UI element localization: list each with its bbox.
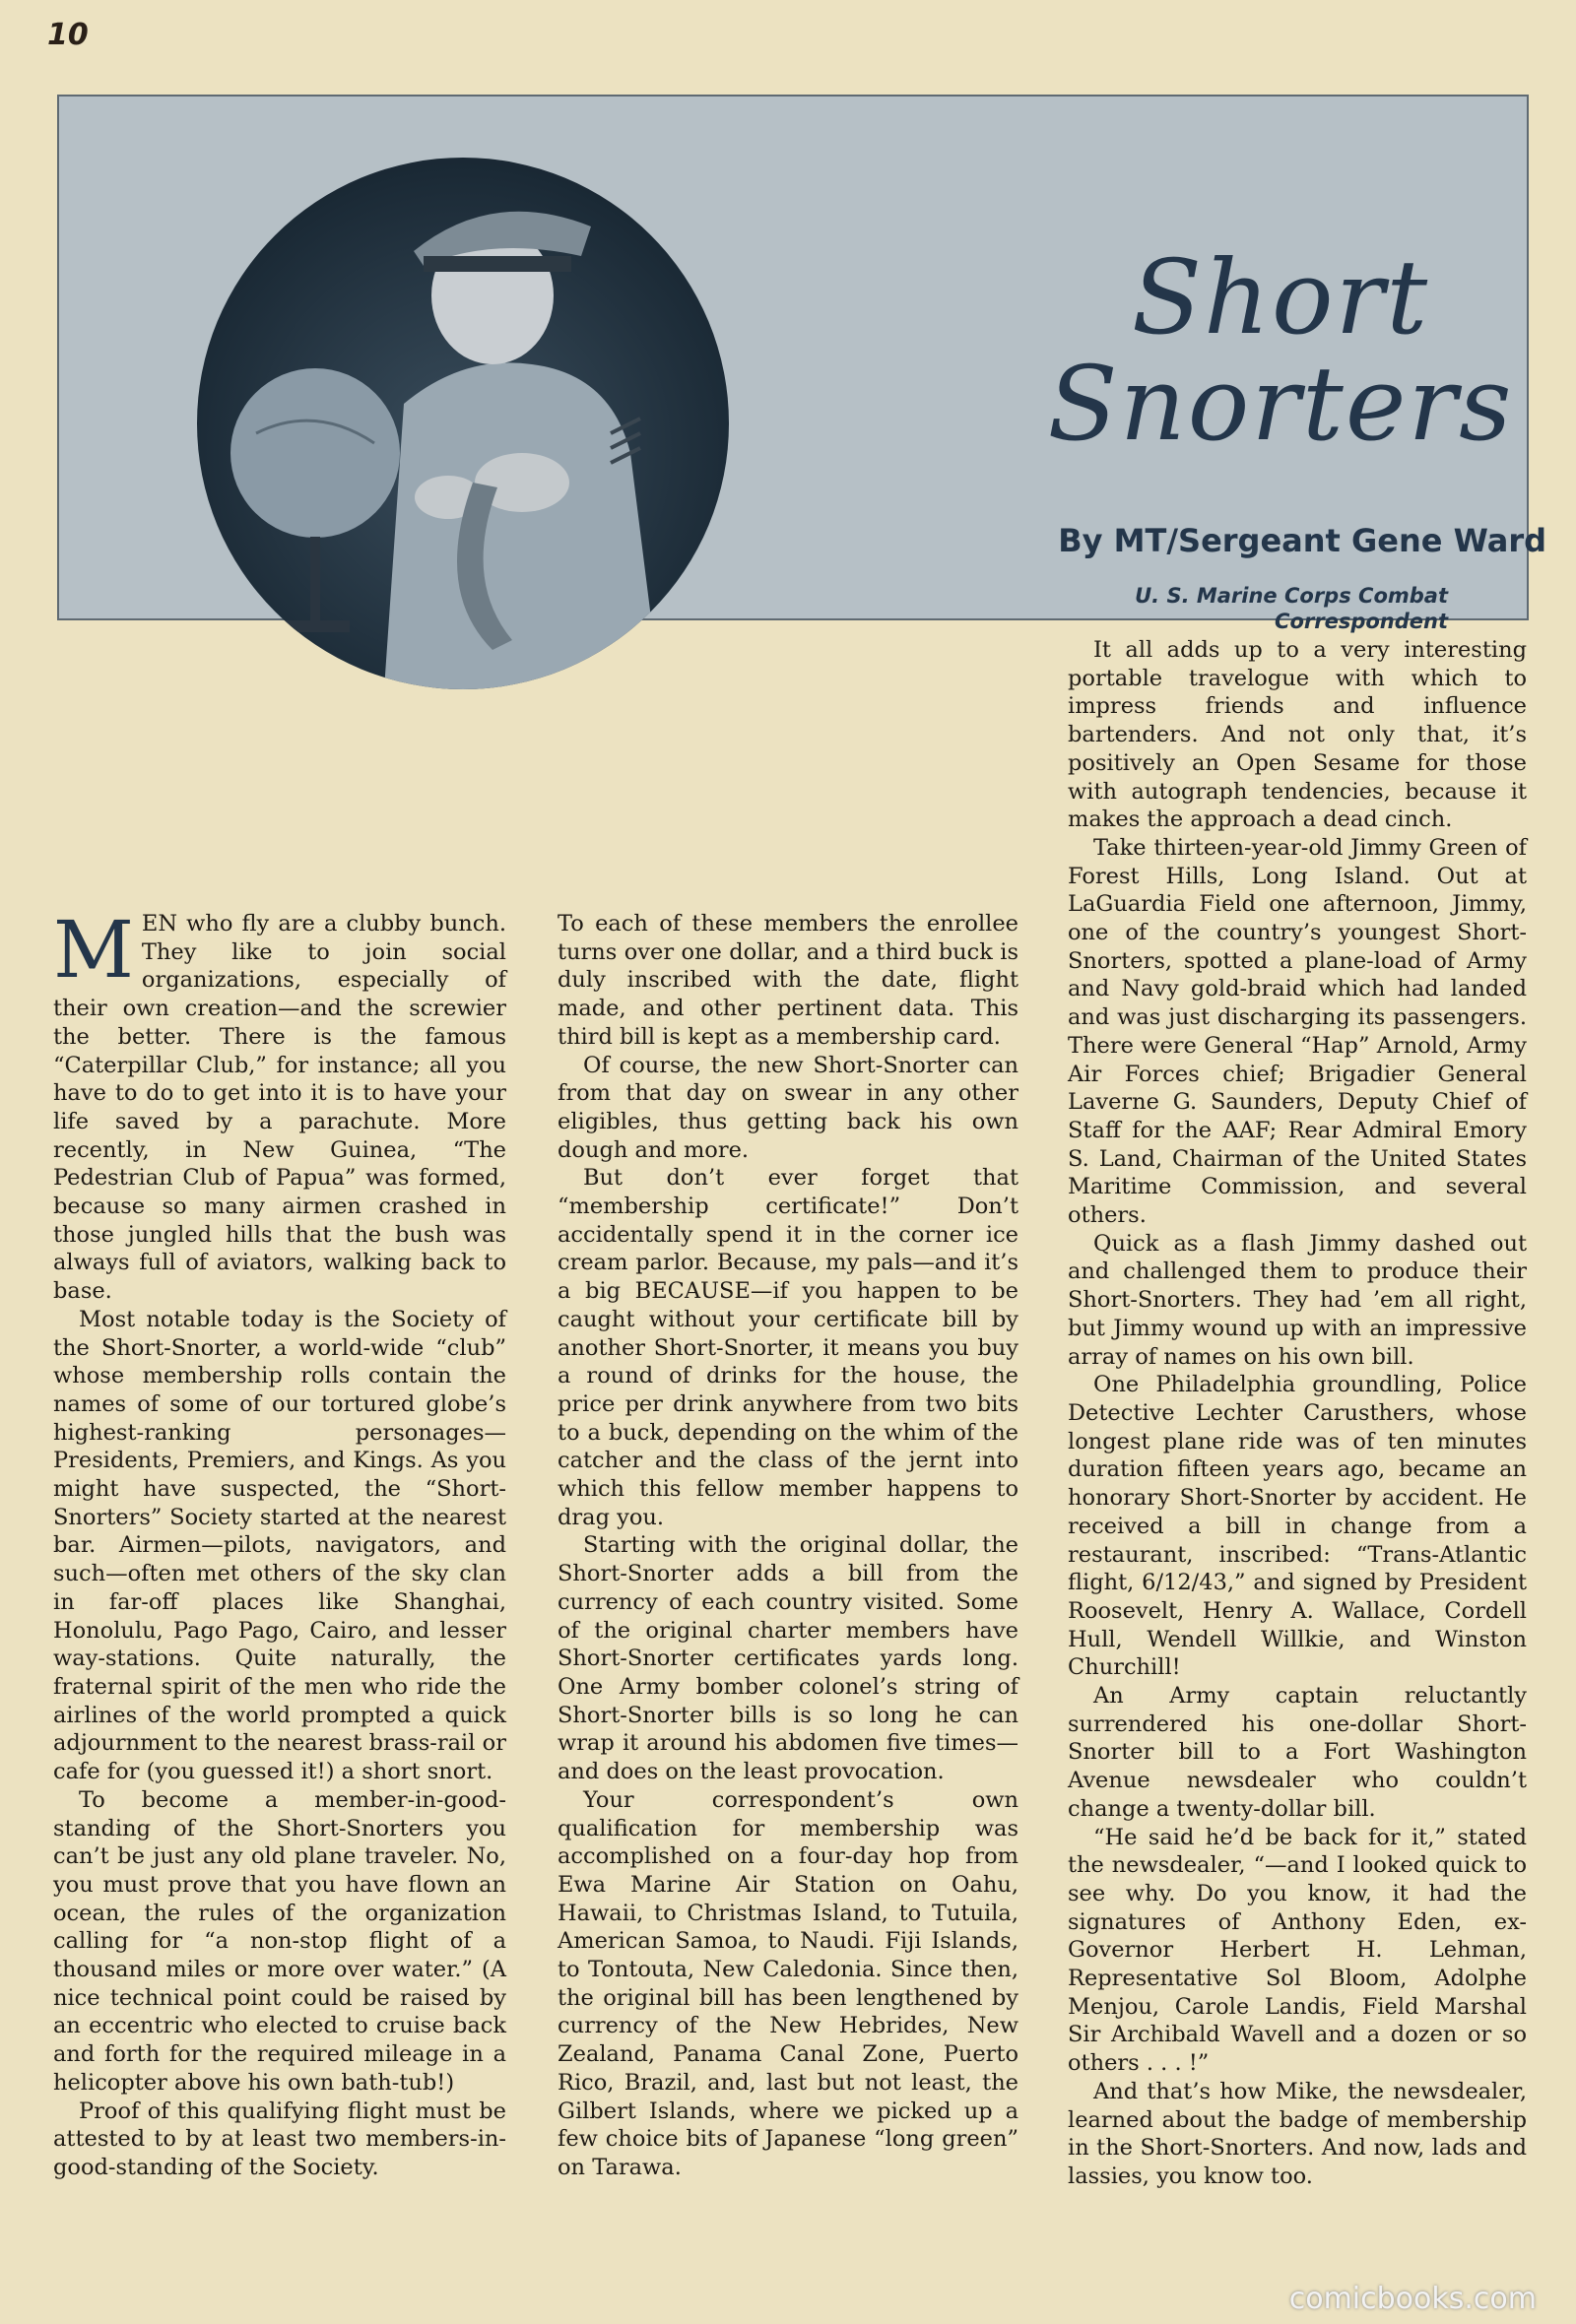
article-column-3 — [1068, 636, 1527, 2191]
affiliation-line-1: U. S. Marine Corps Combat — [1135, 584, 1448, 608]
watermark: comicbooks.com — [1288, 2282, 1537, 2316]
drop-cap: M — [53, 904, 134, 996]
paragraph-text: EN who fly are a clubby bunch. They like to join social organizations, especially of their own creation—and the screwier the better. There is the famous “Caterpillar Club,” for instance; all you have to do to get into it is to have your life saved by a parachute. More recently, in New Guinea, “The Pedestrian Club of Papua” was formed, because so many airmen crashed in those jungled hills that the bush was always full of aviators, walking back to base. — [53, 911, 506, 1305]
paragraph: To each of these members the enrollee turns over one dollar, and a third buck is duly inscribed with the date, flight made, and other pertinent data. This third bill is kept as a membership card. — [558, 911, 1018, 1050]
article-column-1 — [53, 904, 506, 2182]
paragraph: Take thirteen-year-old Jimmy Green of Forest Hills, Long Island. Out at LaGuardia Field one afternoon, Jimmy, one of the country’s youngest Short-Snorters, spotted a plane-load of Army and Navy gold-braid which had landed and was just discharging its passengers. There were General “Hap” Arnold, Army Air Forces chief; Brigadier General Laverne G. Saunders, Deputy Chief of Staff for the AAF; Rear Admiral Emory S. Land, Chairman of the United States Maritime Commission, and several others. — [1068, 834, 1527, 1229]
paragraph: To become a member-in-good-standing of the Short-Snorters you can’t be just any old plane traveler. No, you must prove that you have flown an ocean, the rules of the organization calling for “a non-stop flight of a thousand miles or more over water.” (A nice technical point could be raised by an eccentric who elected to cruise back and forth for the required mileage in a helicopter above his own bath-tub!) — [53, 1786, 506, 2096]
paragraph: Proof of this qualifying flight must be attested to by at least two members-in-good-standing of the Society. — [53, 2098, 506, 2180]
paragraph: Quick as a flash Jimmy dashed out and challenged them to produce their Short-Snorters. They had ’em all right, but Jimmy wound up with an impressive array of names on his own bill. — [1068, 1230, 1527, 1370]
globe-icon — [230, 368, 400, 538]
title-line-2: Snorters — [1047, 344, 1514, 464]
paragraph: An Army captain reluctantly surrendered his one-dollar Short-Snorter bill to a Fort Washington Avenue newsdealer who couldn’t change a twenty-dollar bill. — [1068, 1683, 1527, 1822]
paragraph: Of course, the new Short-Snorter can from that day on swear in any other eligibles, thus getting back his own dough and more. — [558, 1052, 1018, 1163]
paragraph: One Philadelphia groundling, Police Detective Lechter Carusthers, whose longest plane ride was of ten minutes duration fifteen years ago, became an honorary Short-Snorter by accident. He received a bill in change from a restaurant, inscribed: “Trans-Atlantic flight, 6/12/43,” and signed by President Roosevelt, Henry A. Wallace, Cordell Hull, Wendell Willkie, and Winston Churchill! — [1068, 1372, 1527, 1681]
article-title — [985, 237, 1576, 464]
paragraph: It all adds up to a very interesting portable travelogue with which to impress friends and influence bartenders. And not only that, it’s positively an Open Sesame for those with autograph tendencies, because it makes the approach a dead cinch. — [1068, 637, 1527, 833]
paragraph: And that’s how Mike, the newsdealer, learned about the badge of membership in the Short-Snorters. And now, lads and lassies, you know too. — [1068, 2078, 1527, 2189]
affiliation-line-2: Correspondent — [1275, 610, 1448, 633]
page-number: 10 — [47, 18, 89, 52]
paragraph: But don’t ever forget that “membership certificate!” Don’t accidentally spend it in the corner ice cream parlor. Because, my pals—and it’s a big BECAUSE—if you happen to be caught without your certificate bill by another Short-Snorter, it means you buy a round of drinks for the house, the price per drink anywhere from two bits to a buck, depending on the whim of the catcher and the class of the jernt into which this fellow member happens to drag you. — [558, 1165, 1018, 1530]
paragraph — [53, 904, 506, 1306]
marine-illustration — [197, 158, 729, 689]
byline: By MT/Sergeant Gene Ward — [1058, 522, 1546, 559]
marine-photo — [197, 158, 729, 689]
title-line-1: Short — [1131, 237, 1430, 357]
paragraph: Most notable today is the Society of the Short-Snorter, a world-wide “club” whose membership rolls contain the names of some of our tortured globe’s highest-ranking personages—Presidents, Premiers, and Kings. As you might have suspected, the “Short-Snorters” Society started at the nearest bar. Airmen—pilots, navigators, and such—often met others of the sky clan in far-off places like Shanghai, Honolulu, Pago Pago, Cairo, and lesser way-stations. Quite naturally, the fraternal spirit of the men who ride the airlines of the world prompted a quick adjournment to the nearest brass-rail or cafe for (you guessed it!) a short snort. — [53, 1306, 506, 1785]
header-panel — [57, 95, 1546, 633]
paragraph: Your correspondent’s own qualification for membership was accomplished on a four-day hop from Ewa Marine Air Station on Oahu, Hawaii, to Christmas Island, to Tutuila, American Samoa, to Naudi. Fiji Islands, to Tontouta, New Caledonia. Since then, the original bill has been lengthened by currency of the New Hebrides, New Zealand, Panama Canal Zone, Puerto Rico, Brazil, and, last but not least, the Gilbert Islands, where we picked up a few choice bits of Japanese “long green” on Tarawa. — [558, 1786, 1018, 2180]
affiliation — [1005, 583, 1448, 634]
paragraph: Starting with the original dollar, the Short-Snorter adds a bill from the currency of each country visited. Some of the original charter members have Short-Snorter certificates yards long. One Army bomber colonel’s string of Short-Snorter bills is so long he can wrap it around his abdomen five times—and does on the least provocation. — [558, 1532, 1018, 1785]
article-column-2 — [558, 910, 1018, 2182]
paragraph: “He said he’d be back for it,” stated the newsdealer, “—and I looked quick to see why. Do you know, it had the signatures of Anthony Eden, ex-Governor Herbert H. Lehman, Representative Sol Bloom, Adolphe Menjou, Carole Landis, Field Marshal Sir Archibald Wavell and a dozen or so others . . . !” — [1068, 1824, 1527, 2077]
